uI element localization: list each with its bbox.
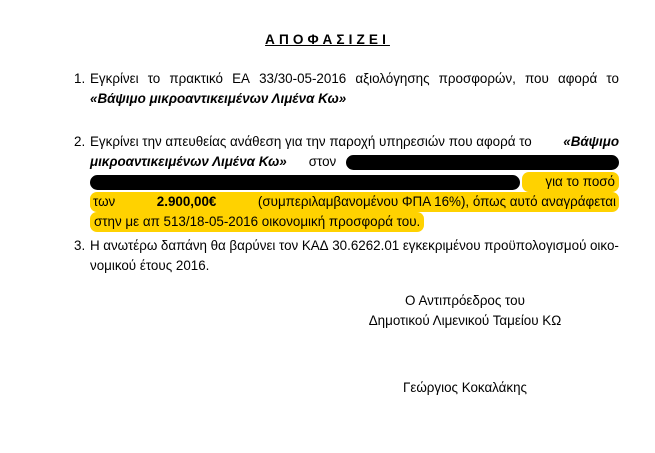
- signatory-title-line-1: Ο Αντιπρόεδρος του: [405, 293, 525, 308]
- highlight-amount-line-3: για το ποσό: [522, 172, 619, 192]
- contract-amount: 2.900,00€: [156, 194, 217, 209]
- item-3-line-1-words: [90, 236, 619, 256]
- item-2-line-2-text: στον: [308, 154, 337, 169]
- project-title-part-1: «Βάψιμο: [563, 134, 619, 149]
- item-3-number: 3.: [74, 238, 86, 253]
- word: 33/30-05-2016: [259, 71, 347, 86]
- decision-item-3: [74, 236, 619, 276]
- word: που: [525, 71, 549, 86]
- project-title-part-2: μικροαντικειμένων Λιμένα Κω»: [90, 154, 287, 169]
- word: Εγκρίνει: [90, 71, 139, 86]
- word: ανωτέρω: [103, 238, 158, 253]
- item-2-line-1-content: [90, 132, 619, 152]
- item-2-line-5: [74, 212, 619, 232]
- item-2-line-3: [74, 172, 619, 192]
- redacted-contractor-name: [346, 155, 619, 170]
- word: θα: [210, 238, 226, 253]
- item-2-number: 2.: [74, 134, 86, 149]
- signatory-title-line-2: Δημοτικού Λιμενικού Ταμείου ΚΩ: [368, 313, 562, 328]
- word: Η: [90, 238, 100, 253]
- item-2-line-1-text: Εγκρίνει την απευθείας ανάθεση για την παροχή υπηρεσιών που αφορά το: [90, 134, 532, 149]
- item-3-line-2-text: νομικού έτους 2016.: [90, 258, 210, 273]
- item-2-line-4-post: (συμπεριλαμβανομένου ΦΠΑ 16%), όπως αυτό αναγράφεται: [257, 194, 616, 209]
- word: δαπάνη: [160, 238, 208, 253]
- item-2-line-4: [74, 192, 619, 212]
- word: 30.6262.01: [332, 238, 400, 253]
- signatory-name-block: [335, 378, 595, 398]
- word: οικο-: [589, 238, 619, 253]
- word: τον: [278, 238, 299, 253]
- item-2-line-1: [74, 132, 619, 152]
- signature-block: [335, 291, 595, 331]
- word: αφορά: [557, 71, 598, 86]
- word: ΕΑ: [232, 71, 250, 86]
- word: βαρύνει: [229, 238, 276, 253]
- word: το: [606, 71, 619, 86]
- item-1-line-1: [74, 69, 619, 89]
- highlight-amount-line-4: [90, 192, 619, 212]
- item-2-line-4-pre: των: [93, 194, 116, 209]
- word: αξιολόγησης: [355, 71, 430, 86]
- project-title: «Βάψιμο μικροαντικειμένων Λιμένα Κω»: [90, 91, 347, 106]
- decision-item-2: [74, 132, 619, 232]
- item-3-line-2: [74, 256, 619, 276]
- word: το: [147, 71, 161, 86]
- item-3-line-1: [74, 236, 619, 256]
- word: προϋπολογισμού: [484, 238, 587, 253]
- item-1-line-2: [74, 89, 619, 109]
- signatory-name: Γεώργιος Κοκαλάκης: [402, 380, 528, 395]
- decision-heading: ΑΠΟΦΑΣΙΖΕΙ: [265, 32, 390, 47]
- word: πρακτικό: [169, 71, 223, 86]
- item-1-number: 1.: [74, 71, 86, 86]
- redacted-contractor-details: [90, 175, 520, 190]
- item-1-line-1-words: [90, 69, 619, 89]
- item-2-line-2: [74, 152, 619, 172]
- word: προσφορών,: [438, 71, 516, 86]
- highlight-offer-reference: στην με απ 513/18-05-2016 οικονομική προσφορά του.: [90, 212, 424, 232]
- word: ΚΑΔ: [301, 238, 329, 253]
- decision-item-1: [74, 69, 619, 109]
- word: εγκεκριμένου: [402, 238, 481, 253]
